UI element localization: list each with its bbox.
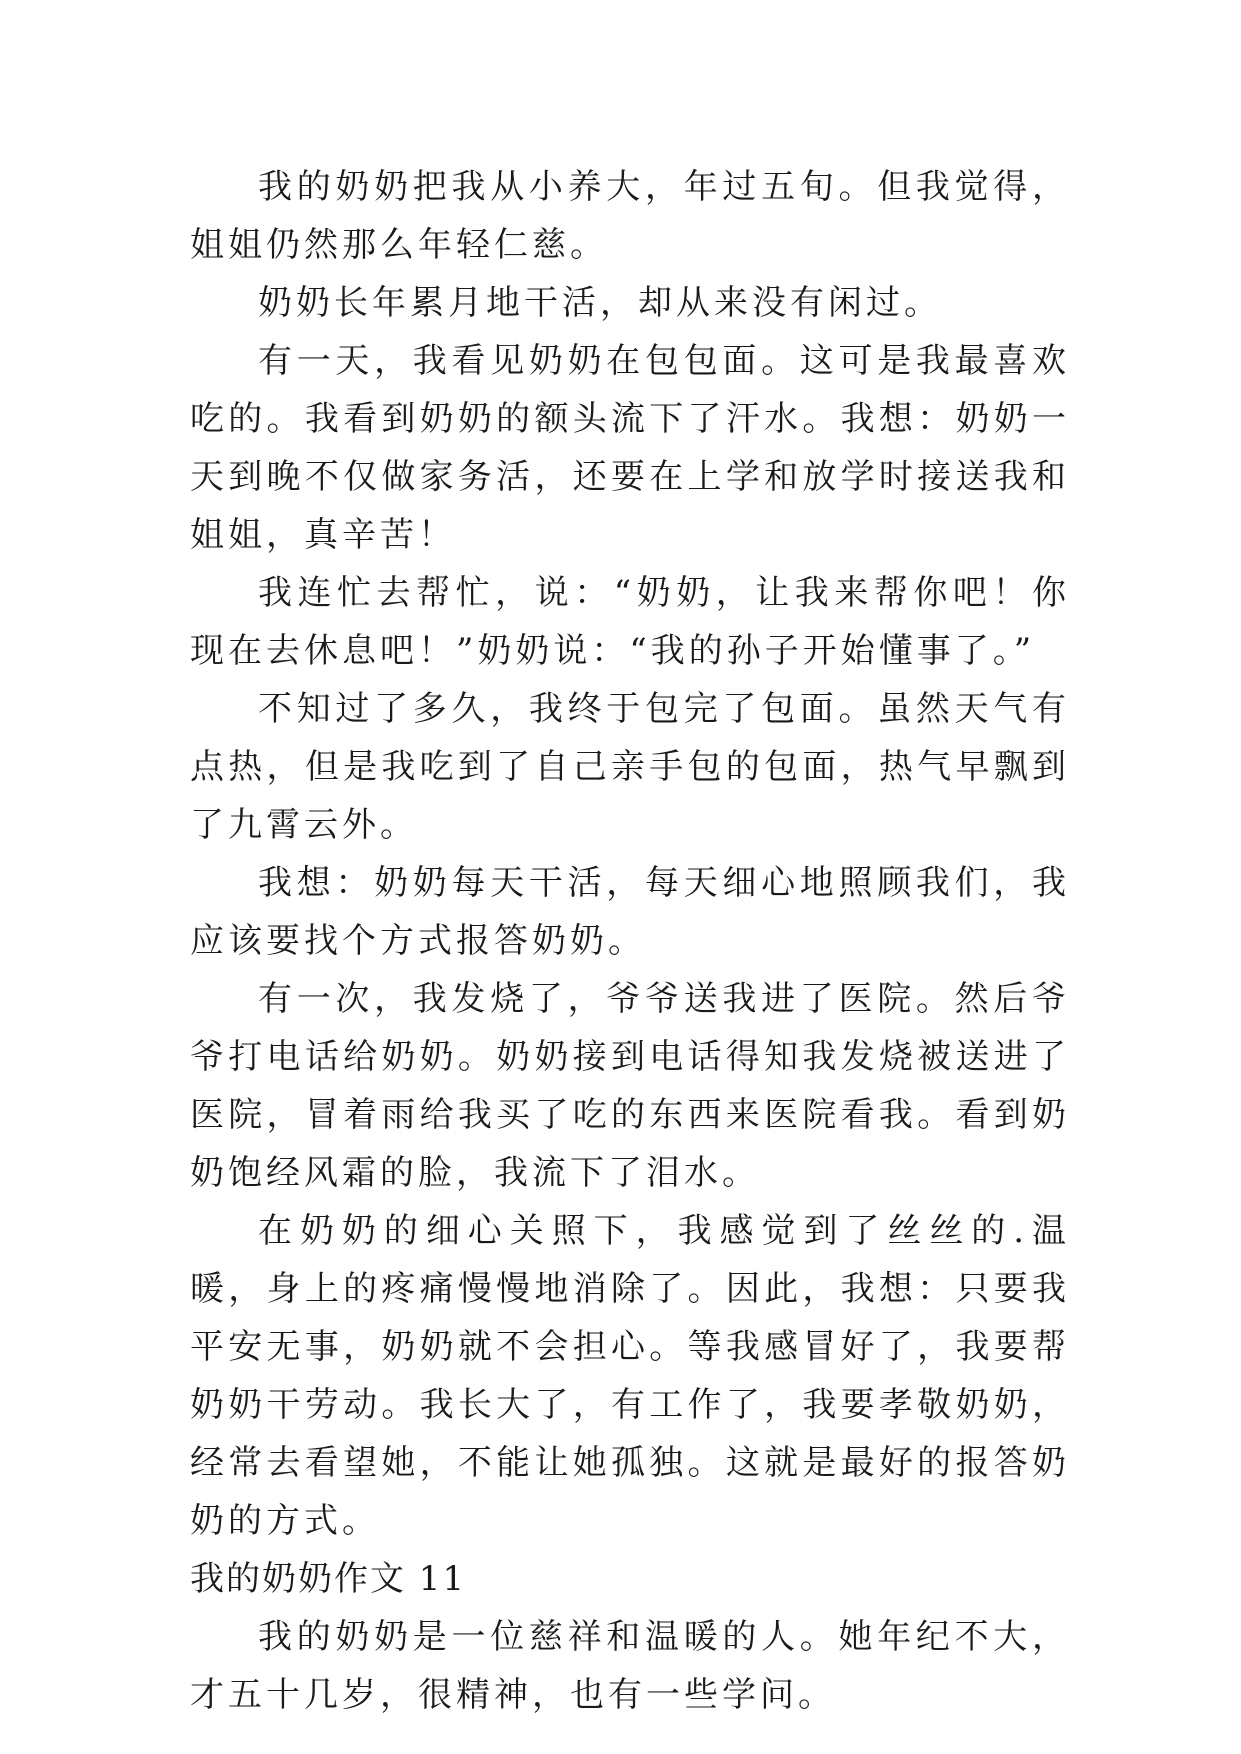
paragraph: 我连忙去帮忙，说：“奶奶，让我来帮你吧！你现在去休息吧！”奶奶说：“我的孙子开始懂事了。” xyxy=(190,573,1070,671)
paragraph: 不知过了多久，我终于包完了包面。虽然天气有点热，但是我吃到了自己亲手包的包面，热气早飘到了九霄云外。 xyxy=(190,689,1070,845)
paragraph: 我想：奶奶每天干活，每天细心地照顾我们，我应该要找个方式报答奶奶。 xyxy=(190,863,1070,961)
section-title: 我的奶奶作文 11 xyxy=(190,1559,467,1599)
paragraph: 有一天，我看见奶奶在包包面。这可是我最喜欢吃的。我看到奶奶的额头流下了汗水。我想：奶奶一天到晚不仅做家务活，还要在上学和放学时接送我和姐姐，真辛苦！ xyxy=(190,341,1070,555)
paragraph: 我的奶奶是一位慈祥和温暖的人。她年纪不大，才五十几岁，很精神，也有一些学问。 xyxy=(190,1617,1070,1715)
paragraph: 我的奶奶把我从小养大，年过五旬。但我觉得，姐姐仍然那么年轻仁慈。 xyxy=(190,167,1070,265)
paragraph: 有一次，我发烧了，爷爷送我进了医院。然后爷爷打电话给奶奶。奶奶接到电话得知我发烧被送进了医院，冒着雨给我买了吃的东西来医院看我。看到奶奶饱经风霜的脸，我流下了泪水。 xyxy=(190,979,1070,1193)
document-body xyxy=(190,158,1070,1724)
paragraph: 奶奶长年累月地干活，却从来没有闲过。 xyxy=(258,283,942,323)
paragraph: 在奶奶的细心关照下，我感觉到了丝丝的.温暖，身上的疼痛慢慢地消除了。因此，我想：只要我平安无事，奶奶就不会担心。等我感冒好了，我要帮奶奶干劳动。我长大了，有工作了，我要孝敬奶奶，经常去看望她，不能让她孤独。这就是最好的报答奶奶的方式。 xyxy=(190,1211,1070,1541)
